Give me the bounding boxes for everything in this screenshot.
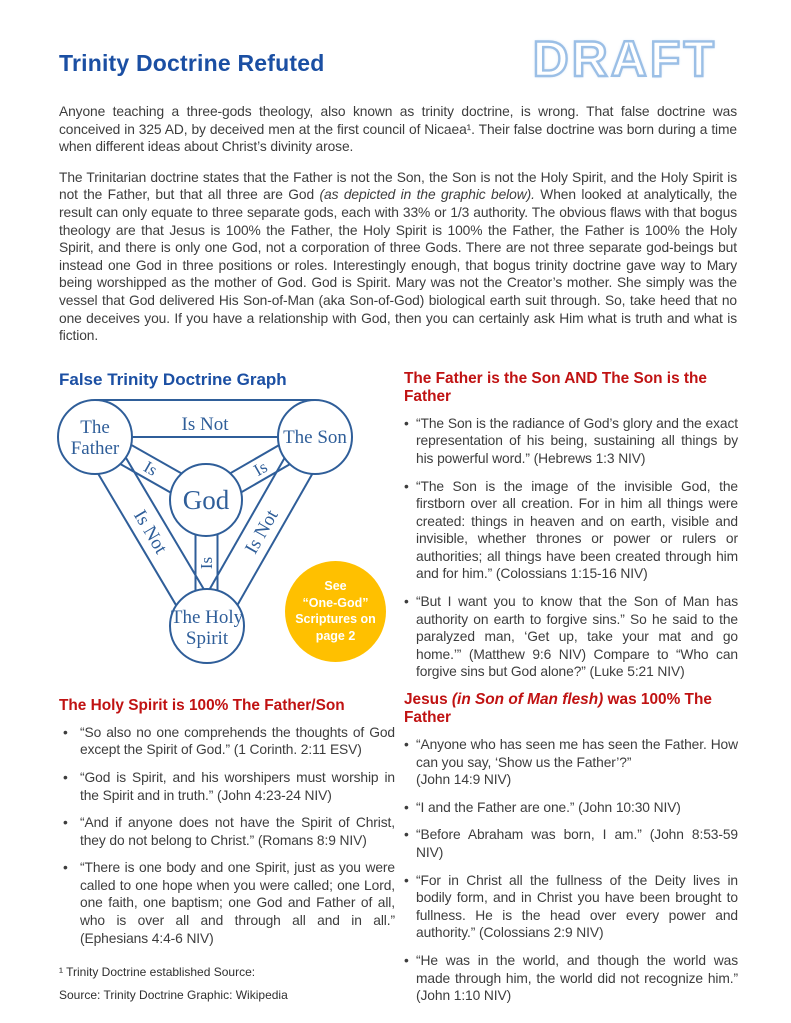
quote-item [59, 724, 395, 759]
father-son-quote-list [404, 415, 738, 681]
one-god-badge [285, 561, 386, 662]
two-column-layout [59, 370, 737, 1015]
quote-item [404, 478, 738, 584]
bullet-marker: • [63, 815, 68, 831]
quote-text: “Anyone who has seen me has seen the Father. How can you say, ‘Show us the Father’?” [416, 737, 738, 770]
bullet-marker: • [404, 952, 409, 968]
quote-text: “Before Abraham was born, I am.” (John 8:53-59 NIV) [416, 827, 738, 860]
quote-text: “But I want you to know that the Son of Man has authority on earth to forgive sins.” So he said to the paralyzed man, ‘Get up, take your mat and go home.’” (Matthew 9:6 NIV) Compare to “Who can forgive sins but God alone?” (Luke 5:21 NIV) [416, 594, 738, 680]
jesus-quote-list [404, 736, 738, 1005]
bullet-marker: • [404, 478, 409, 494]
spirit-node-label-line1: The Holy [170, 606, 244, 628]
diagram-heading: False Trinity Doctrine Graph [59, 369, 287, 389]
intro-paragraph-2-italic: (as depicted in the graphic below). [319, 187, 535, 203]
quote-item [404, 872, 738, 942]
footnote-source-2: Source: Trinity Doctrine Graphic: Wikipedia [59, 988, 288, 1003]
bullet-marker: • [404, 872, 409, 888]
father-node-label-line2: Father [70, 437, 120, 459]
trinity-diagram [56, 397, 396, 689]
page-title: Trinity Doctrine Refuted [59, 50, 325, 76]
holy-spirit-quote-list [59, 724, 395, 948]
quote-text: “There is one body and one Spirit, just as you were called to one hope when you were called; one Lord, one faith, one baptism; one God and Father of all, who is over all and through all and in all.” (Ephesians 4:4-6 NIV) [80, 860, 395, 946]
intro-paragraph-2-lead: The Trinitarian doctrine states that the Father is not the Son, the Son is not the Holy Spirit, and the Holy Spirit is not the Father, but that all three are God [59, 169, 737, 203]
badge-line: page 2 [315, 628, 356, 643]
quote-text: “He was in the world, and though the world was made through him, the world did not recognize him.” (John 1:10 NIV) [416, 952, 738, 1004]
edge-label-is-fatherside: Is [140, 456, 161, 480]
left-column [59, 370, 395, 1015]
quote-text: “The Son is the radiance of God’s glory and the exact representation of his being, sustaining all things by his powerful word.” (Hebrews 1:3 NIV) [416, 415, 738, 466]
intro-paragraph-2-rest: When looked at analytically, the result can only equate to three separate gods, each with 33% or 1/3 authority. The obvious flaws with that bogus theology are that Jesus is 100% the Father, the Holy Spirit is 100% the Father, the Father is 100% the Holy Spirit, and there is only one God, not a corporation of three Gods. There are not three separate god-beings but instead one God in three positions or roles. Interestingly enough, that bogus trinity doctrine gave way to Mary being worshipped as the mother of God. God is Spirit. Mary was not the Creator’s mother. She simply was the vessel that God delivered His Son-of-Man (aka Son-of-God) biological earth suit through. So, take heed that no one deceives you. If you have a relationship with God, then you can certainly ask Him what is truth and what is fiction. [59, 187, 738, 344]
footnotes [59, 965, 395, 1002]
jesus-heading-italic: (in Son of Man flesh) [451, 691, 604, 709]
bullet-marker: • [63, 860, 68, 876]
draft-watermark: DRAFT [532, 31, 717, 87]
spirit-node-label-line2: Spirit [185, 627, 229, 649]
quote-item [404, 736, 738, 789]
edge-label-isnot-top: Is Not [181, 413, 229, 435]
quote-item [404, 593, 738, 681]
bullet-marker: • [63, 769, 68, 785]
bullet-marker: • [404, 799, 409, 815]
quote-item [59, 859, 395, 947]
quote-text: “And if anyone does not have the Spirit of Christ, they do not belong to Christ.” (Romans 8:9 NIV) [80, 815, 395, 848]
intro-paragraph-2 [59, 169, 737, 345]
bullet-marker: • [404, 594, 409, 610]
footnote-source-1: ¹ Trinity Doctrine established Source: [59, 965, 256, 980]
badge-line: See [324, 579, 347, 594]
holy-spirit-section-heading: The Holy Spirit is 100% The Father/Son [59, 696, 345, 714]
bullet-marker: • [404, 415, 409, 431]
quote-item [404, 799, 738, 817]
edge-label-isnot-left: Is Not [129, 506, 172, 558]
quote-text: “The Son is the image of the invisible God, the firstborn over all creation. For in him all things were created: things in heaven and on earth, visible and invisible, whether thrones or power or rulers or authorities; all things have been created through him and for him.” (Colossians 1:15-16 NIV) [416, 478, 738, 582]
jesus-heading-lead: Jesus [404, 691, 452, 709]
edge-label-is-spiritside: Is [197, 556, 216, 569]
quote-text: “I and the Father are one.” (John 10:30 NIV) [416, 799, 681, 815]
intro-paragraph-1-text: Anyone teaching a three-gods theology, also known as trinity doctrine, is wrong. That false doctrine was conceived in 325 AD, by deceived men at the first council of Nicaea¹. Their false doctrine was born during a time when different ideas about Christ’s divinity arose. [59, 104, 737, 155]
jesus-heading-rest: was 100% The Father [404, 691, 712, 727]
badge-line: “One-God” [302, 595, 369, 610]
jesus-section-heading [404, 691, 738, 727]
quote-reference: (John 14:9 NIV) [416, 772, 512, 788]
intro-paragraph-1 [59, 103, 737, 156]
god-node-label: God [182, 484, 230, 515]
badge-line: Scriptures on [295, 612, 376, 627]
father-son-section-heading: The Father is the Son AND The Son is the Father [404, 369, 707, 405]
quote-text: “God is Spirit, and his worshipers must worship in the Spirit and in truth.” (John 4:23-24 NIV) [80, 769, 395, 803]
bullet-marker: • [404, 827, 409, 843]
edge-label-isnot-right: Is Not [241, 506, 283, 558]
son-node-label: The Son [283, 426, 347, 448]
quote-text: “For in Christ all the fullness of the Deity lives in bodily form, and in Christ you have been brought to fullness. He is the head over every power and authority.” (Colossians 2:9 NIV) [416, 872, 738, 941]
quote-item [404, 952, 738, 1005]
father-node-label-line1: The [80, 416, 110, 438]
right-column [404, 370, 738, 1015]
quote-item [59, 814, 395, 849]
edge-label-is-sonside: Is [250, 456, 271, 480]
quote-text: “So also no one comprehends the thoughts of God except the Spirit of God.” (1 Corinth. 2:11 ESV) [80, 724, 395, 758]
bullet-marker: • [404, 737, 409, 753]
bullet-marker: • [63, 724, 68, 740]
quote-item [59, 769, 395, 804]
quote-item [404, 826, 738, 861]
quote-item [404, 415, 738, 468]
